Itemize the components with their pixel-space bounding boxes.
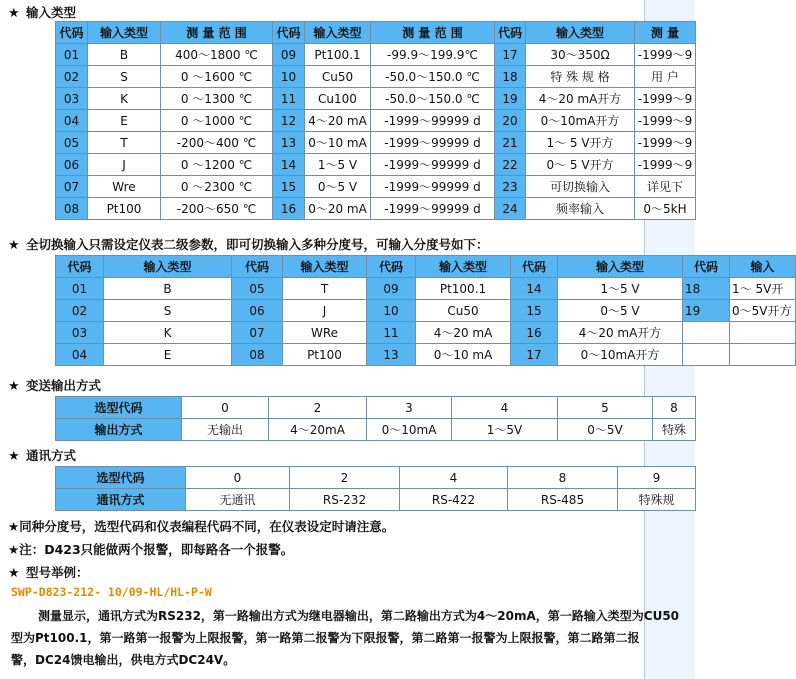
table-row	[56, 44, 696, 66]
code-cell: 08	[232, 344, 283, 366]
output-mode-cell: 0～5V	[558, 419, 653, 441]
column-header: 输入类型	[104, 256, 232, 278]
table-cell: -50.0～150.0 ℃	[371, 66, 495, 88]
code-cell: 19	[683, 300, 730, 322]
heading-text: 通讯方式	[26, 448, 77, 463]
row-header: 通讯方式	[56, 489, 186, 511]
output-mode-cell: 无输出	[182, 419, 269, 441]
table-cell: 频率输入	[526, 198, 635, 220]
option-code-cell: 5	[558, 397, 653, 419]
table-cell: E	[88, 110, 161, 132]
option-code-cell: 2	[290, 467, 400, 489]
transmit-output-table	[55, 396, 696, 441]
column-header: 输入类型	[526, 22, 635, 44]
heading-text: 全切换输入只需设定仪表二级参数，即可切换输入多种分度号，可输入分度号如下：	[26, 237, 489, 252]
table-cell: -1999～9	[635, 110, 696, 132]
heading-text: 变送输出方式	[26, 378, 102, 393]
code-cell	[683, 322, 730, 344]
table-cell: 1～ 5V开	[730, 278, 796, 300]
table-cell: Pt100.1	[305, 44, 371, 66]
star-bullet-icon: ★	[8, 379, 20, 394]
code-cell: 24	[495, 198, 526, 220]
star-bullet-icon: ★	[8, 519, 20, 534]
code-cell: 04	[56, 110, 88, 132]
table-cell: 0～5V开方	[730, 300, 796, 322]
table-cell: 4～20 mA开方	[526, 88, 635, 110]
table-cell: 0～10 mA	[416, 344, 511, 366]
column-header: 代码	[232, 256, 283, 278]
comm-mode-row	[56, 489, 696, 511]
code-cell: 01	[56, 44, 88, 66]
table-cell: -1999～9	[635, 154, 696, 176]
table-cell: Cu50	[416, 300, 511, 322]
table-cell: 0 ～1300 ℃	[161, 88, 273, 110]
code-cell: 14	[273, 154, 305, 176]
code-cell: 06	[232, 300, 283, 322]
table-cell: -1999～99999 d	[371, 154, 495, 176]
star-bullet-icon: ★	[8, 449, 20, 464]
table-row	[56, 154, 696, 176]
star-bullet-icon: ★	[8, 238, 20, 253]
column-header: 测 量 范 围	[371, 22, 495, 44]
option-code-cell: 4	[400, 467, 508, 489]
option-code-row	[56, 397, 696, 419]
table-row	[56, 66, 696, 88]
table-cell: 详见下	[635, 176, 696, 198]
heading-example	[8, 563, 89, 581]
table-cell: J	[283, 300, 367, 322]
column-header: 测 量 范 围	[161, 22, 273, 44]
code-cell: 04	[56, 344, 104, 366]
note-text: 同种分度号，选型代码和仪表编程代码不同，在仪表设定时请注意。	[19, 519, 395, 534]
table-cell: 特 殊 规 格	[526, 66, 635, 88]
table-cell: 0～5 V	[558, 300, 683, 322]
table-row	[56, 88, 696, 110]
table-cell: 0～5kH	[635, 198, 696, 220]
example-description-line-3: 警，DC24馈电输出，供电方式DC24V。	[11, 653, 236, 667]
table-header-row	[56, 22, 696, 44]
option-code-cell: 0	[182, 397, 269, 419]
code-cell: 02	[56, 300, 104, 322]
code-cell: 14	[511, 278, 558, 300]
code-cell: 10	[367, 300, 416, 322]
code-cell: 06	[56, 154, 88, 176]
option-code-cell: 4	[452, 397, 558, 419]
code-cell	[683, 344, 730, 366]
code-cell: 02	[56, 66, 88, 88]
code-cell: 07	[56, 176, 88, 198]
table-cell: K	[104, 322, 232, 344]
column-header: 测 量	[635, 22, 696, 44]
table-cell: -1999～9	[635, 44, 696, 66]
table-row	[56, 132, 696, 154]
code-cell: 22	[495, 154, 526, 176]
table-cell: 4～20 mA	[305, 110, 371, 132]
note-alarm-limit	[8, 540, 293, 558]
code-cell: 15	[511, 300, 558, 322]
table-cell: -1999～9	[635, 88, 696, 110]
table-cell: Cu100	[305, 88, 371, 110]
code-cell: 01	[56, 278, 104, 300]
code-cell: 18	[495, 66, 526, 88]
comm-mode-cell: RS-485	[508, 489, 618, 511]
table-cell: 30～350Ω	[526, 44, 635, 66]
column-header: 代码	[495, 22, 526, 44]
table-cell: -1999～99999 d	[371, 176, 495, 198]
code-cell: 12	[273, 110, 305, 132]
table-cell: -50.0～150.0 ℃	[371, 88, 495, 110]
table-cell: E	[104, 344, 232, 366]
table-cell: K	[88, 88, 161, 110]
option-code-cell: 2	[269, 397, 367, 419]
column-header: 代码	[367, 256, 416, 278]
communication-table	[55, 466, 696, 511]
example-description-line-2: 型为Pt100.1，第一路第一报警为上限报警，第一路第二报警为下限报警，第二路第一报警为上限报警，第二路第二报	[11, 631, 640, 645]
table-cell: 0～10mA开方	[526, 110, 635, 132]
code-cell: 23	[495, 176, 526, 198]
heading-text: 输入类型	[26, 5, 77, 20]
table-row	[56, 198, 696, 220]
table-cell: Pt100	[88, 198, 161, 220]
table-cell: WRe	[283, 322, 367, 344]
table-cell: 4～20 mA开方	[558, 322, 683, 344]
table-cell: 用 户	[635, 66, 696, 88]
column-header: 输入	[730, 256, 796, 278]
code-cell: 16	[273, 198, 305, 220]
column-header: 代码	[683, 256, 730, 278]
table-cell: -1999～99999 d	[371, 132, 495, 154]
table-row	[56, 322, 796, 344]
table-cell: -1999～99999 d	[371, 110, 495, 132]
table-cell: 400～1800 ℃	[161, 44, 273, 66]
code-cell: 18	[683, 278, 730, 300]
table-cell: 0～20 mA	[305, 198, 371, 220]
table-cell: 0～ 5 V开方	[526, 154, 635, 176]
code-cell: 09	[367, 278, 416, 300]
input-type-table	[55, 21, 696, 220]
star-bullet-icon: ★	[8, 566, 20, 581]
code-cell: 11	[367, 322, 416, 344]
row-header: 选型代码	[56, 397, 182, 419]
row-header: 选型代码	[56, 467, 186, 489]
table-cell: Wre	[88, 176, 161, 198]
table-cell: T	[283, 278, 367, 300]
column-header: 输入类型	[305, 22, 371, 44]
code-cell: 17	[495, 44, 526, 66]
comm-mode-cell: RS-232	[290, 489, 400, 511]
table-cell: 可切换输入	[526, 176, 635, 198]
table-row	[56, 300, 796, 322]
column-header: 输入类型	[416, 256, 511, 278]
table-cell: 0～5 V	[305, 176, 371, 198]
code-cell: 03	[56, 322, 104, 344]
column-header: 输入类型	[283, 256, 367, 278]
comm-mode-cell: RS-422	[400, 489, 508, 511]
code-cell: 20	[495, 110, 526, 132]
table-cell	[730, 322, 796, 344]
table-cell: T	[88, 132, 161, 154]
table-cell: 1～5 V	[305, 154, 371, 176]
table-cell: -99.9～199.9℃	[371, 44, 495, 66]
table-cell: B	[88, 44, 161, 66]
table-cell: Pt100	[283, 344, 367, 366]
comm-mode-cell: 无通讯	[186, 489, 290, 511]
table-row	[56, 278, 796, 300]
code-cell: 07	[232, 322, 283, 344]
option-code-cell: 8	[508, 467, 618, 489]
code-cell: 10	[273, 66, 305, 88]
column-header: 输入类型	[558, 256, 683, 278]
code-cell: 03	[56, 88, 88, 110]
table-header-row	[56, 256, 796, 278]
note-text: 注：D423只能做两个报警，即每路各一个报警。	[19, 542, 294, 557]
code-cell: 16	[511, 322, 558, 344]
code-cell: 09	[273, 44, 305, 66]
table-cell: -1999～9	[635, 132, 696, 154]
table-cell: 0～10mA开方	[558, 344, 683, 366]
option-code-row	[56, 467, 696, 489]
code-cell: 21	[495, 132, 526, 154]
comm-mode-cell: 特殊规	[618, 489, 696, 511]
heading-communication	[8, 446, 76, 464]
table-row	[56, 344, 796, 366]
table-row	[56, 110, 696, 132]
output-mode-cell: 0～10mA	[367, 419, 452, 441]
star-bullet-icon: ★	[8, 542, 20, 557]
option-code-cell: 3	[367, 397, 452, 419]
output-mode-cell: 特殊	[653, 419, 696, 441]
table-cell: 4～20 mA	[416, 322, 511, 344]
table-cell: 0 ～2300 ℃	[161, 176, 273, 198]
option-code-cell: 8	[653, 397, 696, 419]
heading-text: 型号举例：	[26, 565, 89, 580]
column-header: 代码	[511, 256, 558, 278]
heading-transmit-output	[8, 376, 101, 394]
code-cell: 19	[495, 88, 526, 110]
column-header: 代码	[56, 256, 104, 278]
row-header: 输出方式	[56, 419, 182, 441]
table-cell	[730, 344, 796, 366]
table-cell: 0 ～1200 ℃	[161, 154, 273, 176]
code-cell: 15	[273, 176, 305, 198]
output-mode-cell: 1～5V	[452, 419, 558, 441]
switchable-input-table	[55, 255, 796, 366]
table-cell: 1～ 5 V开方	[526, 132, 635, 154]
column-header: 代码	[56, 22, 88, 44]
output-mode-cell: 4～20mA	[269, 419, 367, 441]
table-row	[56, 176, 696, 198]
table-cell: 0 ～1600 ℃	[161, 66, 273, 88]
example-description-line-1: 测量显示，通讯方式为RS232，第一路输出方式为继电器输出，第二路输出方式为4～20mA，第一路输入类型为CU50	[38, 609, 680, 623]
code-cell: 05	[232, 278, 283, 300]
code-cell: 11	[273, 88, 305, 110]
table-cell: Pt100.1	[416, 278, 511, 300]
heading-input-types	[8, 3, 76, 21]
code-cell: 05	[56, 132, 88, 154]
table-cell: 1～5 V	[558, 278, 683, 300]
star-bullet-icon: ★	[8, 6, 20, 21]
note-same-graduation	[8, 517, 394, 535]
code-cell: 17	[511, 344, 558, 366]
output-mode-row	[56, 419, 696, 441]
option-code-cell: 9	[618, 467, 696, 489]
table-cell: 0 ～1000 ℃	[161, 110, 273, 132]
column-header: 输入类型	[88, 22, 161, 44]
table-cell: 0～10 mA	[305, 132, 371, 154]
code-cell: 13	[367, 344, 416, 366]
table-cell: -200～400 ℃	[161, 132, 273, 154]
example-model-code: SWP-D823-212- 10/09-HL/HL-P-W	[11, 585, 212, 599]
heading-full-switch	[8, 235, 489, 253]
table-cell: -200～650 ℃	[161, 198, 273, 220]
code-cell: 08	[56, 198, 88, 220]
code-cell: 13	[273, 132, 305, 154]
column-header: 代码	[273, 22, 305, 44]
table-cell: Cu50	[305, 66, 371, 88]
option-code-cell: 0	[186, 467, 290, 489]
table-cell: S	[88, 66, 161, 88]
table-cell: J	[88, 154, 161, 176]
table-cell: S	[104, 300, 232, 322]
table-cell: -1999～99999 d	[371, 198, 495, 220]
table-cell: B	[104, 278, 232, 300]
